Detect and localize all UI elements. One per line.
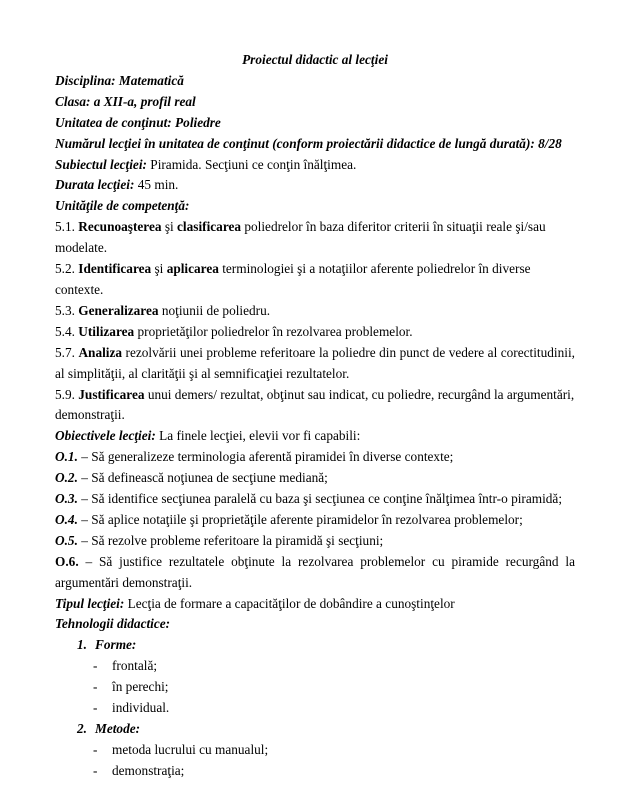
text-run: 5.7. [55, 344, 79, 360]
text-run: şi [161, 219, 178, 235]
field-disciplina [55, 71, 575, 92]
text-run: Utilizarea [78, 323, 135, 339]
text-run: rezolvării unei probleme referitoare la poliedre din punct de vedere al corectitudinii, al simplităţii, al clarităţii şi al semnificaţiei rezultatelor. [55, 344, 575, 381]
dash-bullet: - [93, 762, 98, 778]
text-run: O.4. [55, 511, 78, 527]
competence-5-9 [55, 385, 575, 427]
text-run: proprietăţilor poliedrelor în rezolvarea problemelor. [134, 323, 413, 339]
text-run: Metode: [95, 721, 141, 736]
text-run: Tehnologii didactice: [55, 616, 171, 632]
text-run: Obiectivele lecţiei: [55, 428, 156, 444]
text-run: 5.3. [55, 302, 79, 318]
field-durata [55, 175, 575, 196]
heading-tehnologii [55, 614, 575, 635]
text-run: Recunoaşterea [78, 219, 162, 235]
competence-5-1 [55, 217, 575, 259]
text-run: – Să definească noţiunea de secţiune mediană; [77, 470, 328, 486]
text-run: în perechi; [112, 679, 169, 695]
text-run: – Să identifice secţiunea paralelă cu baza şi secţiunea ce conţine înălţimea într-o piramidă; [77, 491, 563, 507]
text-run: – Să justifice rezultatele obţinute la rezolvarea problemelor cu piramide recurgând la argumentări demonstraţii. [55, 553, 575, 590]
text-run: noţiunii de poliedru. [158, 302, 271, 318]
list-number: 1. [77, 637, 87, 653]
text-run: O.3. [55, 491, 78, 507]
list-item-metode [55, 719, 575, 740]
text-run: Forme: [95, 637, 137, 653]
objective-o2 [55, 468, 575, 489]
list-number: 2. [77, 721, 87, 736]
competence-5-3 [55, 301, 575, 322]
text-run: Justificarea [78, 386, 145, 402]
text-run: La finele lecţiei, elevii vor fi capabili: [155, 428, 361, 444]
field-clasa [55, 92, 575, 113]
text-run: O.5. [55, 532, 78, 548]
list-item-metoda-lucrului [55, 740, 575, 761]
field-unitatea [55, 113, 575, 134]
objective-o3 [55, 489, 575, 510]
list-item-frontala [55, 656, 575, 677]
text-run: Unitatea de conţinut: Poliedre [55, 114, 221, 130]
text-run: Piramida. Secţiuni ce conţin înălţimea. [146, 156, 357, 172]
text-run: Clasa: a XII-a, profil real [55, 93, 196, 109]
text-run: 45 min. [134, 177, 179, 193]
text-run: frontală; [112, 658, 158, 674]
text-run: 5.2. [55, 261, 79, 277]
text-run: terminologiei şi a notaţiilor aferente poliedrelor în diverse contexte. [55, 261, 531, 297]
dash-bullet: - [93, 741, 98, 757]
text-run: Numărul lecţiei în unitatea de conţinut (conform proiectării didactice de lungă durată): 8/28 [55, 135, 562, 151]
text-run: Unităţile de competenţă: [55, 198, 190, 214]
text-run: Analiza [78, 344, 123, 360]
objective-o4 [55, 510, 575, 531]
text-run: individual. [112, 700, 170, 716]
objective-o5 [55, 531, 575, 552]
text-run: O.6. [55, 553, 79, 569]
list-item-forme [55, 635, 575, 656]
document-title [55, 50, 575, 71]
text-run: şi [151, 261, 167, 277]
text-run: poliedrelor în baza diferitor criterii în situaţii reale şi/sau modelate. [55, 219, 546, 256]
heading-obiectivele [55, 426, 575, 447]
text-run: Lecţia de formare a capacităţilor de dobândire a cunoştinţelor [124, 595, 455, 611]
competence-5-7 [55, 343, 575, 385]
heading-unitati-competenta [55, 196, 575, 217]
text-run: Proiectul didactic al lecţiei [242, 52, 388, 67]
list-item-individual [55, 698, 575, 719]
text-run: Disciplina: Matematică [55, 72, 184, 88]
dash-bullet: - [93, 658, 98, 674]
dash-bullet: - [93, 679, 98, 695]
competence-5-2 [55, 259, 575, 301]
text-run: Tipul lecţiei: [55, 595, 125, 611]
field-numarul-lectiei [55, 134, 575, 155]
text-run: – Să rezolve probleme referitoare la piramidă şi secţiuni; [77, 532, 384, 548]
text-run: 5.9. [55, 386, 79, 402]
text-run: O.1. [55, 449, 78, 465]
text-run: Durata lecţiei: [55, 177, 135, 193]
text-run: clasificarea [177, 219, 242, 235]
text-run: – Să aplice notaţiile şi proprietăţile aferente piramidelor în rezolvarea problemelor; [77, 511, 523, 527]
text-run: 5.1. [55, 219, 79, 235]
dash-bullet: - [93, 700, 98, 716]
field-subiectul [55, 155, 575, 176]
field-tipul-lectiei [55, 594, 575, 615]
text-run: metoda lucrului cu manualul; [112, 741, 269, 757]
list-item-demonstratia [55, 761, 575, 782]
text-run: Identificarea [78, 261, 152, 277]
text-run: O.2. [55, 470, 78, 486]
objective-o1 [55, 447, 575, 468]
text-run: aplicarea [166, 261, 219, 277]
objective-o6 [55, 552, 575, 594]
text-run: unui demers/ rezultat, obţinut sau indicat, cu poliedre, recurgând la argumentări, demonstraţii. [55, 386, 575, 423]
text-run: Subiectul lecţiei: [55, 156, 147, 172]
text-run: – Să generalizeze terminologia aferentă piramidei în diverse contexte; [77, 449, 454, 465]
text-run: 5.4. [55, 323, 79, 339]
text-run: Generalizarea [78, 302, 159, 318]
text-run: demonstraţia; [112, 762, 185, 778]
list-item-in-perechi [55, 677, 575, 698]
competence-5-4 [55, 322, 575, 343]
